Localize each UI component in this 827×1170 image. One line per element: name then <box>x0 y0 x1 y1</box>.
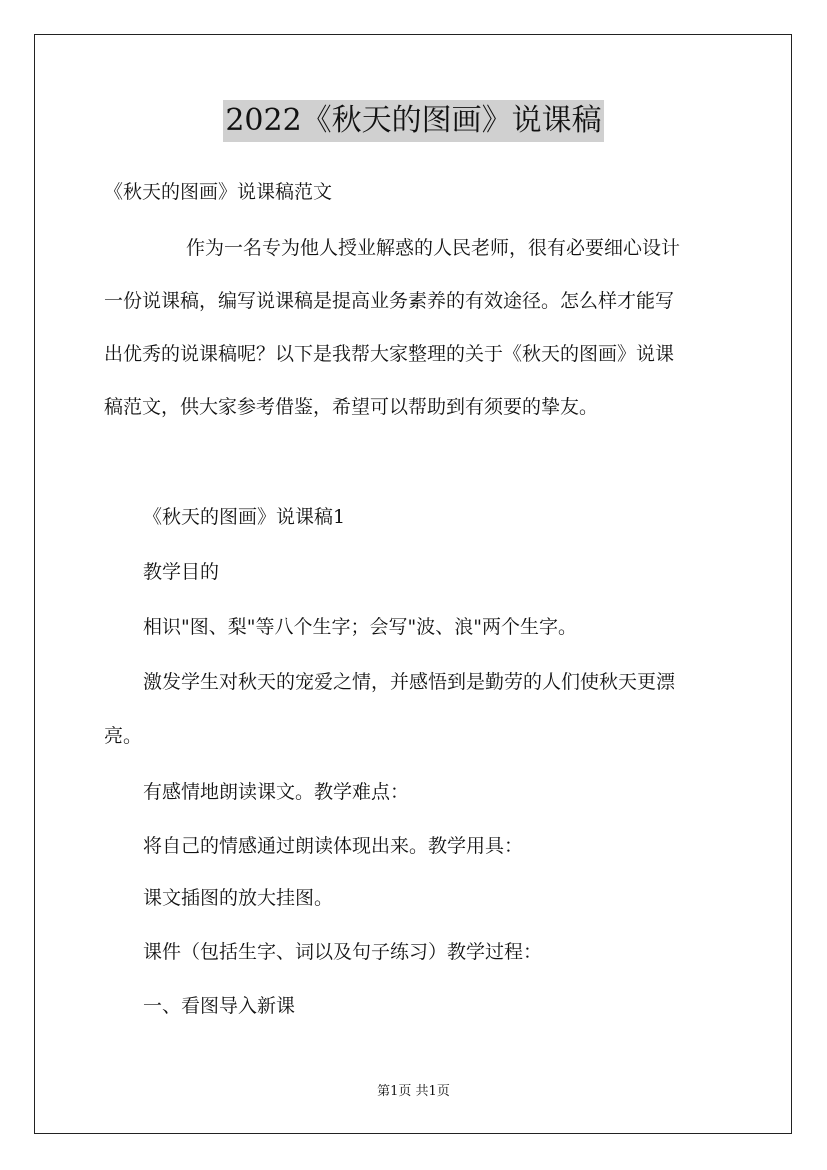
intro-line: 稿范文，供大家参考借鉴，希望可以帮助到有须要的挚友。 <box>104 396 599 418</box>
body-line: 激发学生对秋天的宠爱之情，并感悟到是勤劳的人们使秋天更漂 <box>143 671 676 693</box>
body-line: 将自己的情感通过朗读体现出来。教学用具： <box>143 835 524 857</box>
body-line: 一、看图导入新课 <box>143 995 296 1017</box>
body-line: 有感情地朗读课文。教学难点： <box>143 781 410 803</box>
intro-line: 一份说课稿，编写说课稿是提高业务素养的有效途径。怎么样才能写 <box>104 290 675 312</box>
body-line: 课件（包括生字、词以及句子练习）教学过程： <box>143 941 543 963</box>
document-title: 2022《秋天的图画》说课稿 <box>223 100 603 142</box>
body-line: 教学目的 <box>143 561 220 583</box>
intro-line: 作为一名专为他人授业解惑的人民老师，很有必要细心设计 <box>186 237 681 259</box>
subtitle: 《秋天的图画》说课稿范文 <box>104 181 333 203</box>
title-container <box>0 100 827 142</box>
page-footer: 第1页 共1页 <box>377 1084 450 1099</box>
section-heading: 《秋天的图画》说课稿1 <box>143 506 346 528</box>
body-line: 亮。 <box>104 725 143 747</box>
body-line: 相识"图、梨"等八个生字；会写"波、浪"两个生字。 <box>143 616 577 638</box>
intro-line: 出优秀的说课稿呢？以下是我帮大家整理的关于《秋天的图画》说课 <box>104 343 675 365</box>
body-line: 课文插图的放大挂图。 <box>143 887 334 909</box>
